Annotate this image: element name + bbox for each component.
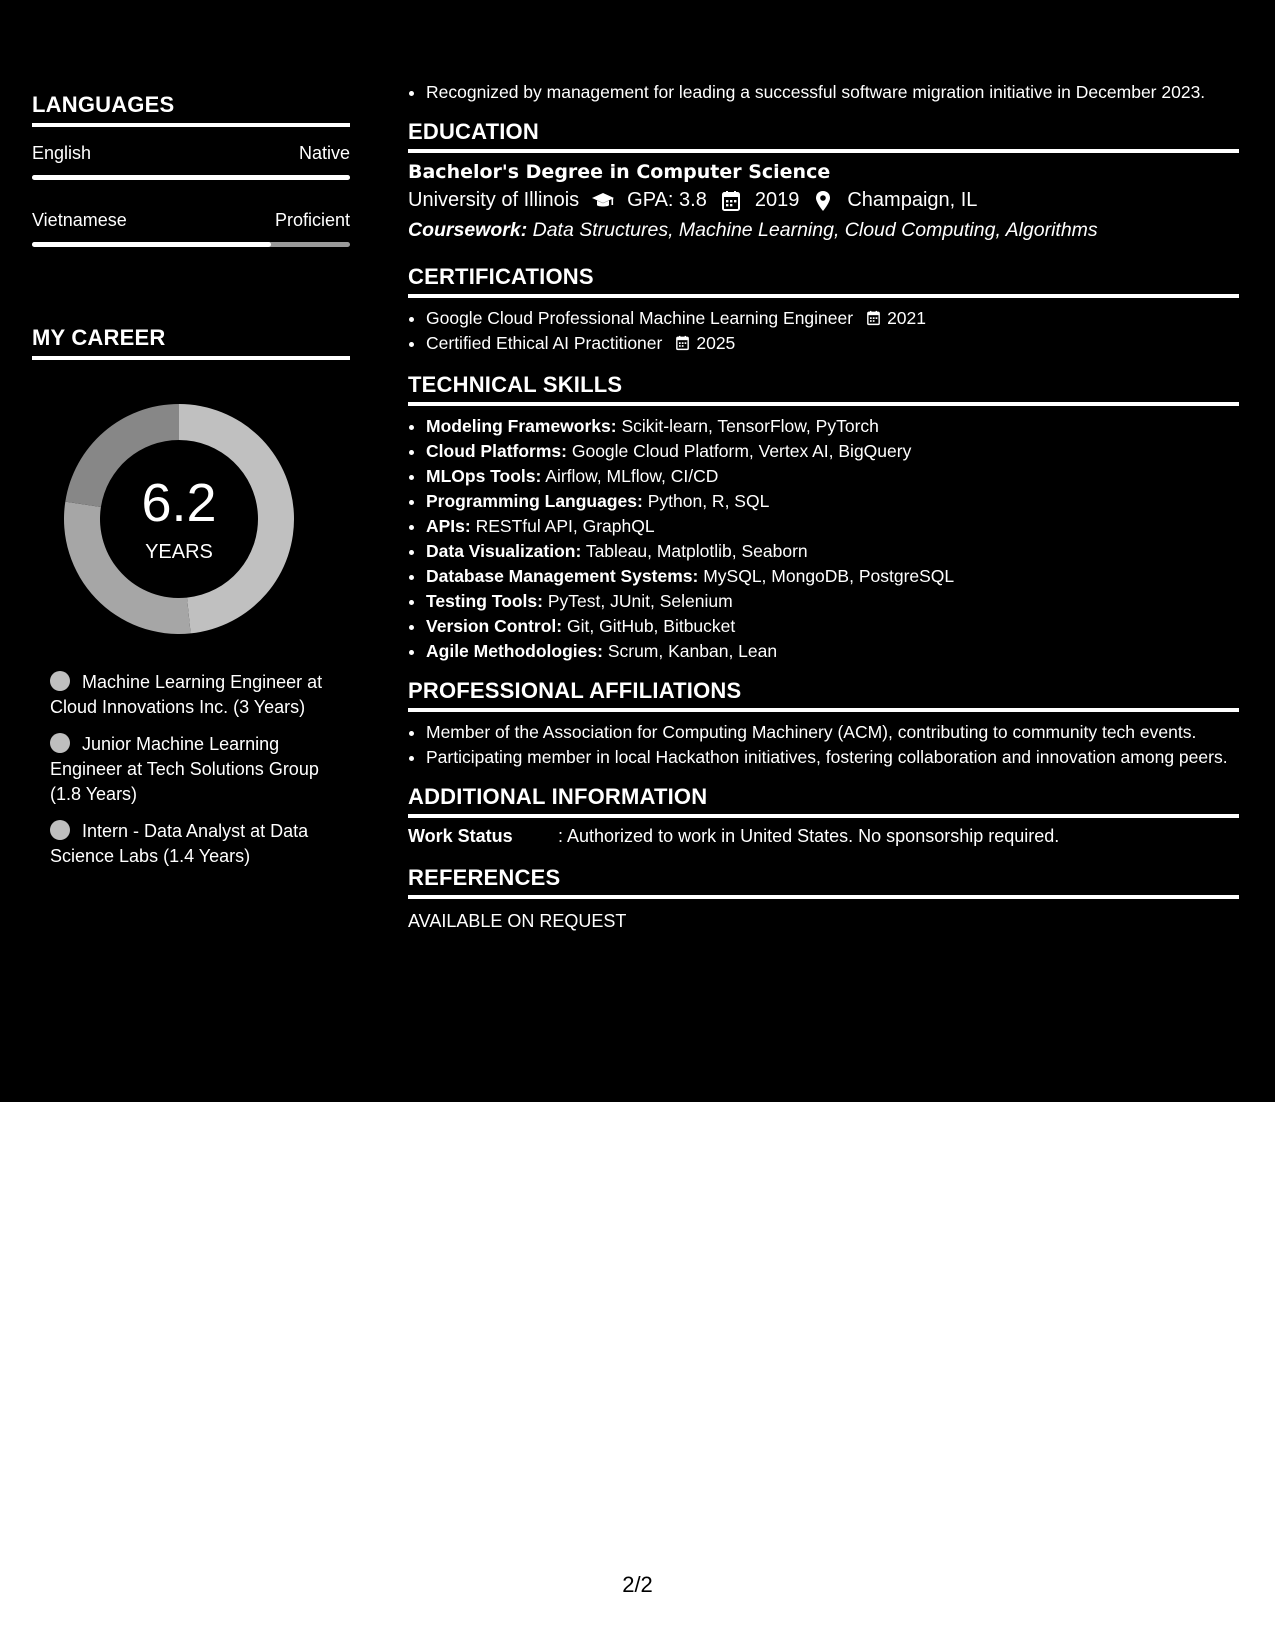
career-item <box>50 732 330 807</box>
references-title: REFERENCES <box>408 865 1239 899</box>
language-row <box>32 210 350 231</box>
skill-label: MLOps Tools: <box>426 466 542 486</box>
graduation-cap-icon <box>591 190 615 212</box>
skill-item <box>426 564 1239 589</box>
skill-value: Scrum, Kanban, Lean <box>607 641 778 661</box>
additional-section <box>408 784 1239 847</box>
skills-title: TECHNICAL SKILLS <box>408 372 1239 406</box>
skill-value: Python, R, SQL <box>647 491 770 511</box>
skill-item <box>426 589 1239 614</box>
skill-value: Tableau, Matplotlib, Seaborn <box>585 541 808 561</box>
skill-item <box>426 639 1239 664</box>
coursework-label: Coursework: <box>408 219 528 241</box>
work-status-value: : Authorized to work in United States. No sponsorship required. <box>558 826 1060 846</box>
certification-year: 2025 <box>696 333 736 353</box>
language-proficiency-bar <box>32 175 350 180</box>
language-level: Native <box>298 143 350 163</box>
left-column <box>32 92 350 881</box>
education-degree: Bachelor's Degree in Computer Science <box>408 161 831 183</box>
education-coursework <box>408 219 1239 242</box>
language-name: English <box>32 143 92 163</box>
affiliation-item: • Participating member in local Hackathon initiatives, fostering collaboration and innovation among peers. <box>426 745 1239 770</box>
certification-name: Certified Ethical AI Practitioner <box>426 333 663 353</box>
affiliations-section <box>408 678 1239 770</box>
page-number: 2/2 <box>622 1572 653 1597</box>
skill-value: MySQL, MongoDB, PostgreSQL <box>703 566 955 586</box>
skill-item <box>426 539 1239 564</box>
affiliations-list <box>408 720 1239 770</box>
skill-label: Modeling Frameworks: <box>426 416 617 436</box>
language-proficiency-fill <box>32 175 350 180</box>
certification-year: 2021 <box>887 308 927 328</box>
certification-name: Google Cloud Professional Machine Learning Engineer <box>426 308 854 328</box>
certification-item <box>426 331 1239 356</box>
career-bullet-dot <box>50 671 70 691</box>
work-status-label: Work Status <box>408 826 513 846</box>
skill-label: Cloud Platforms: <box>426 441 567 461</box>
career-bullet-dot <box>50 733 70 753</box>
education-location: Champaign, IL <box>847 189 978 211</box>
language-proficiency-bar <box>32 242 350 247</box>
skill-label: APIs: <box>426 516 471 536</box>
education-section <box>408 119 1239 242</box>
affiliation-item: • Member of the Association for Computing Machinery (ACM), contributing to community tech events. <box>426 720 1239 745</box>
calendar-icon <box>719 190 743 212</box>
coursework-value: Data Structures, Machine Learning, Cloud Computing, Algorithms <box>532 219 1098 241</box>
language-item <box>32 143 350 180</box>
skill-item <box>426 414 1239 439</box>
skill-label: Testing Tools: <box>426 591 543 611</box>
skill-value: Google Cloud Platform, Vertex AI, BigQuery <box>571 441 912 461</box>
education-gpa: GPA: 3.8 <box>627 189 707 211</box>
education-year: 2019 <box>754 189 800 211</box>
additional-title: ADDITIONAL INFORMATION <box>408 784 1239 818</box>
skill-value: RESTful API, GraphQL <box>475 516 655 536</box>
languages-list <box>32 143 350 247</box>
skill-item <box>426 614 1239 639</box>
language-row <box>32 143 350 164</box>
skill-label: Version Control: <box>426 616 563 636</box>
skill-value: Scikit-learn, TensorFlow, PyTorch <box>621 416 879 436</box>
skill-item <box>426 439 1239 464</box>
career-bullet-dot <box>50 820 70 840</box>
career-donut-center <box>64 404 294 634</box>
career-total-unit: YEARS <box>145 541 213 563</box>
skill-item <box>426 489 1239 514</box>
skill-item <box>426 514 1239 539</box>
certifications-list <box>408 306 1239 356</box>
career-list <box>50 670 330 869</box>
skill-label: Programming Languages: <box>426 491 643 511</box>
career-item-text: Machine Learning Engineer at Cloud Innovations Inc. (3 Years) <box>50 672 323 717</box>
career-item-text: Junior Machine Learning Engineer at Tech Solutions Group (1.8 Years) <box>50 734 319 804</box>
references-text: AVAILABLE ON REQUEST <box>408 911 627 931</box>
career-item <box>50 670 330 720</box>
education-school: University of Illinois <box>408 189 580 211</box>
skill-label: Agile Methodologies: <box>426 641 603 661</box>
skill-value: Airflow, MLflow, CI/CD <box>545 466 719 486</box>
language-level: Proficient <box>274 210 350 230</box>
career-total-value: 6.2 <box>141 473 217 533</box>
education-meta <box>408 189 1239 212</box>
career-donut-chart <box>64 404 294 634</box>
skills-list <box>408 414 1239 664</box>
affiliations-title: PROFESSIONAL AFFILIATIONS <box>408 678 1239 712</box>
skills-section <box>408 372 1239 664</box>
work-status-row <box>408 826 1239 847</box>
experience-bullet: • Recognized by management for leading a successful software migration initiative in December 2023. <box>426 80 1239 105</box>
languages-title: LANGUAGES <box>32 92 350 127</box>
career-item-text: Intern - Data Analyst at Data Science Labs (1.4 Years) <box>50 821 309 866</box>
certification-item <box>426 306 1239 331</box>
career-item <box>50 819 330 869</box>
career-title: MY CAREER <box>32 325 350 360</box>
references-section <box>408 865 1239 932</box>
language-name: Vietnamese <box>32 210 127 230</box>
skill-label: Data Visualization: <box>426 541 582 561</box>
certifications-title: CERTIFICATIONS <box>408 264 1239 298</box>
right-column <box>408 80 1239 932</box>
skill-label: Database Management Systems: <box>426 566 699 586</box>
skill-item <box>426 464 1239 489</box>
skill-value: PyTest, JUnit, Selenium <box>547 591 733 611</box>
calendar-icon <box>674 334 691 352</box>
map-pin-icon <box>811 190 835 212</box>
calendar-icon <box>865 309 882 327</box>
education-title: EDUCATION <box>408 119 1239 153</box>
experience-bullets <box>408 80 1239 105</box>
language-item <box>32 210 350 247</box>
language-proficiency-fill <box>32 242 271 247</box>
certifications-section <box>408 264 1239 356</box>
skill-value: Git, GitHub, Bitbucket <box>567 616 736 636</box>
